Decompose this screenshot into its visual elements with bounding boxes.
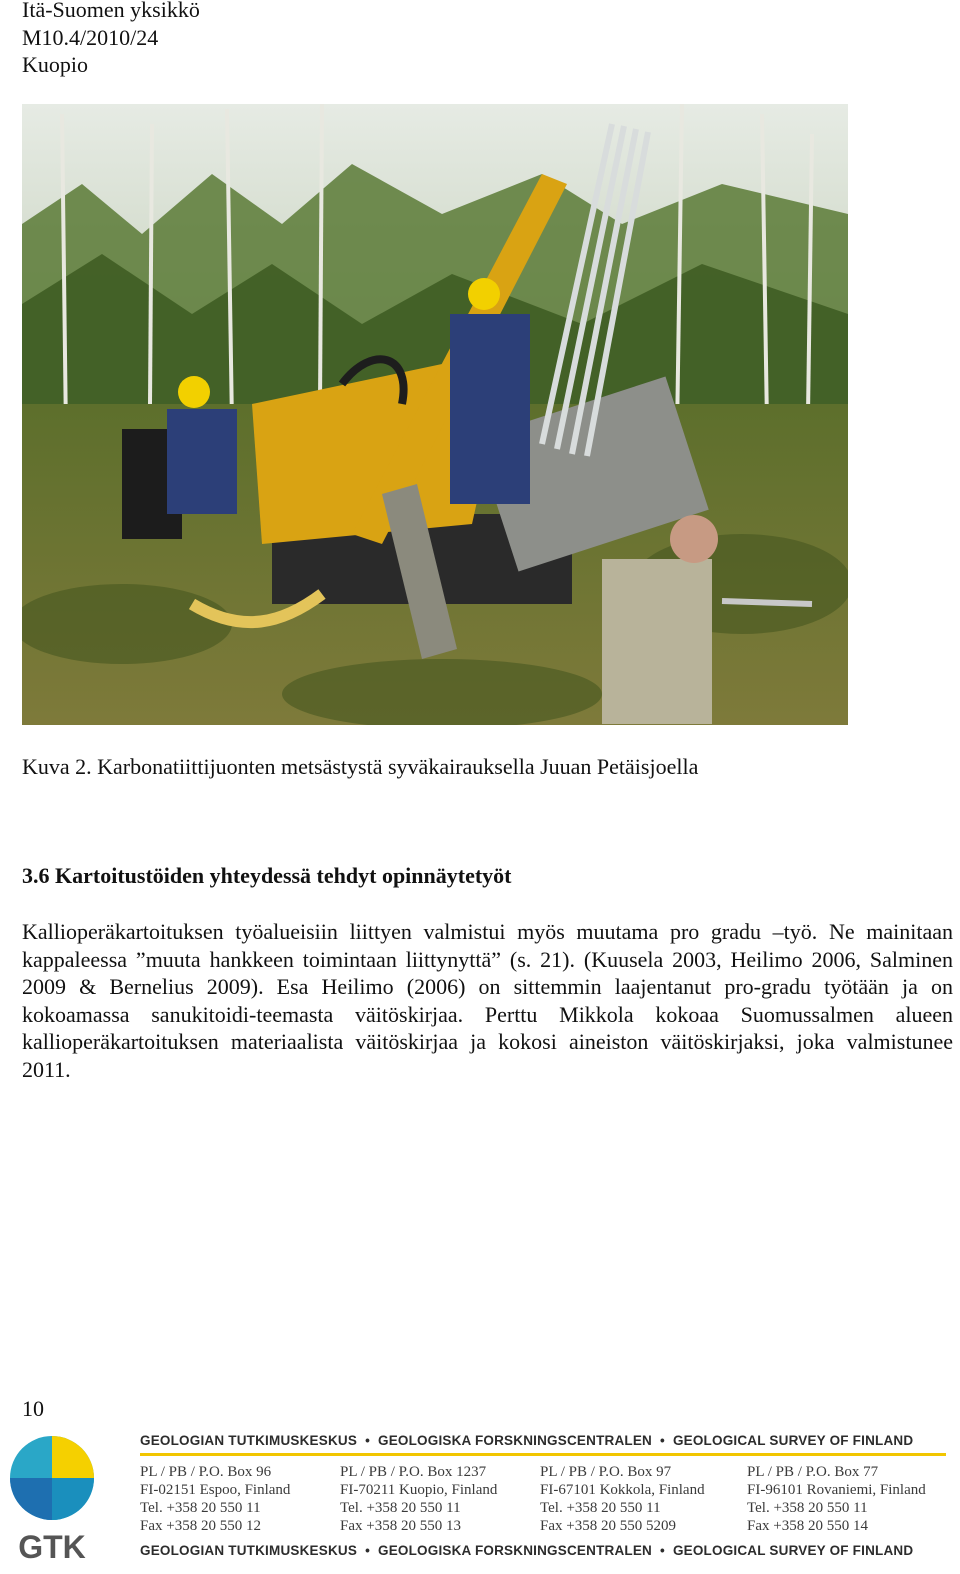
section-heading: 3.6 Kartoitustöiden yhteydessä tehdyt opinnäytetyöt	[22, 863, 512, 888]
office-tel: Tel. +358 20 550 11	[140, 1500, 261, 1516]
office-espoo	[140, 1463, 340, 1535]
office-city: FI-67101 Kokkola, Finland	[540, 1482, 705, 1498]
separator: •	[660, 1433, 665, 1448]
gtk-globe-icon	[4, 1434, 104, 1564]
document-header	[22, 0, 200, 79]
org-name-en: GEOLOGICAL SURVEY OF FINLAND	[672, 1543, 914, 1558]
footer-org-names	[140, 1433, 946, 1448]
photo-caption: Kuva 2. Karbonatiittijuonten metsästystä syväkairauksella Juuan Petäisjoella	[22, 754, 699, 779]
office-box: PL / PB / P.O. Box 96	[140, 1464, 272, 1480]
drilling-photo	[22, 104, 848, 725]
office-rovaniemi	[747, 1463, 947, 1535]
gtk-logo	[4, 1434, 104, 1564]
office-fax: Fax +358 20 550 12	[140, 1518, 261, 1534]
office-kuopio	[340, 1463, 540, 1535]
office-tel: Tel. +358 20 550 11	[747, 1500, 868, 1516]
office-box: PL / PB / P.O. Box 1237	[340, 1464, 487, 1480]
report-code: M10.4/2010/24	[22, 24, 159, 50]
separator: •	[660, 1543, 665, 1558]
separator: •	[365, 1543, 370, 1558]
section-paragraph: Kallioperäkartoituksen työalueisiin liittyen valmistui myös muutama pro gradu –työ. Ne mainitaan kappaleessa ”muuta hankkeen toimintaan liittynyttä” (s. 21). (Kuusela 2003, Heilimo 2006, Salminen 2009 & Bernelius 2009). Esa Heilimo (2006) on sittemmin laajentanut pro-gradu työtään ja on kokoamassa sanukitoidi-teemasta väitöskirjaa. Perttu Mikkola kokoaa Suomussalmen alueen kallioperäkartoituksen materiaalista väitöskirjaa ja kokosi aineiston väitöskirjaksi, joka valmistunee 2011.	[22, 919, 953, 1082]
office-kokkola	[540, 1463, 747, 1535]
office-box: PL / PB / P.O. Box 77	[747, 1464, 879, 1480]
separator: •	[365, 1433, 370, 1448]
org-name-en: GEOLOGICAL SURVEY OF FINLAND	[672, 1433, 914, 1448]
office-city: FI-70211 Kuopio, Finland	[340, 1482, 498, 1498]
office-city: FI-96101 Rovaniemi, Finland	[747, 1482, 926, 1498]
page-number: 10	[22, 1396, 44, 1421]
office-fax: Fax +358 20 550 5209	[540, 1518, 676, 1534]
office-tel: Tel. +358 20 550 11	[340, 1500, 461, 1516]
office-tel: Tel. +358 20 550 11	[540, 1500, 661, 1516]
office-addresses	[140, 1463, 950, 1535]
location: Kuopio	[22, 52, 88, 77]
office-fax: Fax +358 20 550 14	[747, 1518, 868, 1534]
gtk-logo-text: GTK	[18, 1529, 86, 1564]
drilling-scene-illustration	[22, 104, 848, 725]
org-name-sv: GEOLOGISKA FORSKNINGSCENTRALEN	[378, 1543, 653, 1558]
footer-org-names-bottom	[140, 1543, 946, 1558]
office-fax: Fax +358 20 550 13	[340, 1518, 461, 1534]
org-name-fi: GEOLOGIAN TUTKIMUSKESKUS	[140, 1433, 358, 1448]
org-name-fi: GEOLOGIAN TUTKIMUSKESKUS	[140, 1543, 358, 1558]
unit-name: Itä-Suomen yksikkö	[22, 0, 200, 22]
org-name-sv: GEOLOGISKA FORSKNINGSCENTRALEN	[378, 1433, 653, 1448]
office-box: PL / PB / P.O. Box 97	[540, 1464, 672, 1480]
footer-divider	[140, 1453, 946, 1456]
office-city: FI-02151 Espoo, Finland	[140, 1482, 291, 1498]
